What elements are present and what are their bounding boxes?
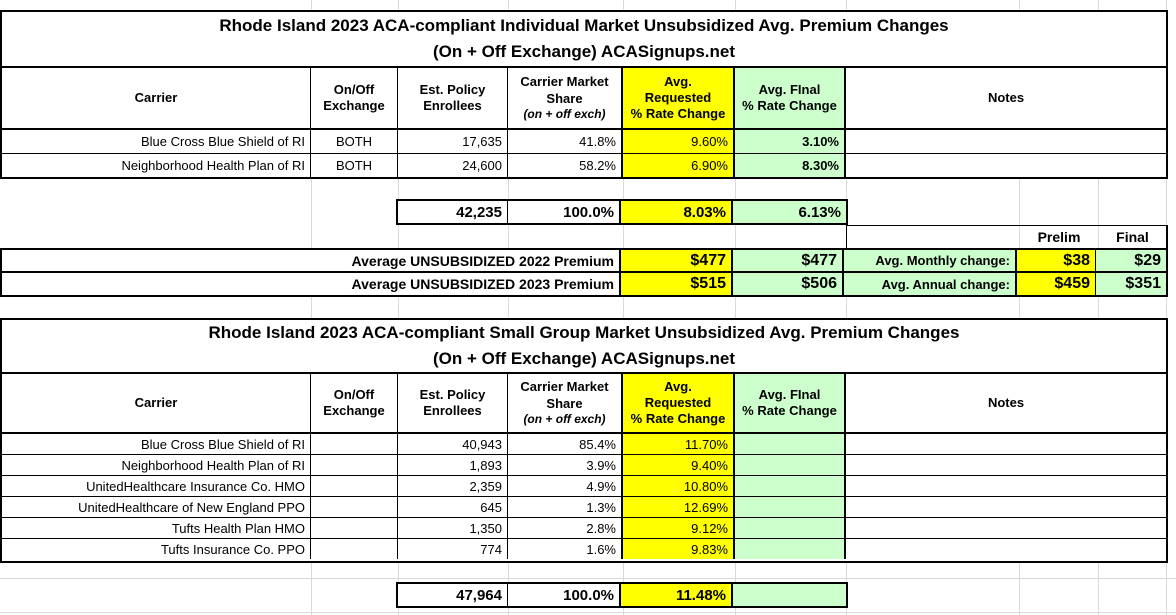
total-final-rate[interactable]	[733, 584, 846, 606]
cell-exchange[interactable]	[311, 497, 398, 517]
total-market-share[interactable]: 100.0%	[508, 584, 621, 606]
title-line-1: Rhode Island 2023 ACA-compliant Small Group Market Unsubsidized Avg. Premium Changes	[208, 322, 960, 342]
table-row	[2, 497, 1166, 518]
individual-total-row	[396, 199, 848, 225]
table-row	[2, 154, 1166, 177]
title-line-2: (On + Off Exchange) ACASignups.net	[432, 42, 736, 61]
header-enrollees[interactable]: Est. Policy Enrollees	[398, 374, 508, 432]
individual-market-table	[0, 10, 1168, 179]
premium-requested[interactable]: $515	[621, 273, 733, 295]
title-line-2: (On + Off Exchange) ACASignups.net	[432, 349, 736, 368]
prelim-column-header[interactable]: Prelim	[1019, 226, 1098, 248]
cell-carrier[interactable]: UnitedHealthcare of New England PPO	[2, 497, 311, 517]
cell-requested-rate[interactable]: 9.40%	[623, 455, 735, 475]
change-label[interactable]: Avg. Monthly change:	[844, 250, 1017, 271]
premium-label[interactable]: Average UNSUBSIDIZED 2022 Premium	[2, 250, 621, 271]
total-market-share[interactable]: 100.0%	[508, 201, 621, 223]
cell-exchange[interactable]	[311, 476, 398, 496]
table-row	[2, 455, 1166, 476]
cell-enrollees[interactable]: 774	[398, 539, 508, 559]
gridline	[0, 612, 1176, 613]
header-row	[2, 68, 1166, 130]
cell-notes[interactable]	[846, 130, 1166, 153]
cell-notes[interactable]	[846, 539, 1166, 559]
final-column-header[interactable]: Final	[1098, 226, 1166, 248]
premium-requested[interactable]: $477	[621, 250, 733, 271]
premium-final[interactable]: $477	[733, 250, 844, 271]
cell-enrollees[interactable]: 2,359	[398, 476, 508, 496]
cell-final-rate[interactable]	[735, 497, 846, 517]
header-requested-rate[interactable]: Avg. Requested % Rate Change	[623, 68, 735, 128]
cell-market-share[interactable]: 41.8%	[508, 130, 623, 153]
header-final-rate[interactable]: Avg. FInal % Rate Change	[735, 68, 846, 128]
small-group-market-table	[0, 318, 1168, 563]
header-exchange[interactable]: On/Off Exchange	[311, 68, 398, 128]
cell-enrollees[interactable]: 24,600	[398, 154, 508, 177]
premium-label[interactable]: Average UNSUBSIDIZED 2023 Premium	[2, 273, 621, 295]
cell-requested-rate[interactable]: 10.80%	[623, 476, 735, 496]
cell-notes[interactable]	[846, 455, 1166, 475]
header-notes[interactable]: Notes	[987, 394, 1025, 410]
cell-exchange[interactable]: BOTH	[311, 130, 398, 153]
premium-summary	[0, 248, 1168, 297]
change-final[interactable]: $29	[1096, 250, 1166, 271]
small-group-table-title[interactable]	[2, 320, 1166, 374]
cell-enrollees[interactable]: 645	[398, 497, 508, 517]
cell-carrier[interactable]: Tufts Health Plan HMO	[2, 518, 311, 538]
cell-enrollees[interactable]: 1,350	[398, 518, 508, 538]
cell-market-share[interactable]: 3.9%	[508, 455, 623, 475]
header-market-share[interactable]: Carrier Market Share (on + off exch)	[508, 374, 623, 432]
cell-requested-rate[interactable]: 11.70%	[623, 434, 735, 454]
cell-carrier[interactable]: UnitedHealthcare Insurance Co. HMO	[2, 476, 311, 496]
cell-exchange[interactable]	[311, 455, 398, 475]
cell-exchange[interactable]	[311, 518, 398, 538]
total-requested-rate[interactable]: 8.03%	[621, 201, 733, 223]
cell-exchange[interactable]	[311, 539, 398, 559]
change-final[interactable]: $351	[1096, 273, 1166, 295]
table-row	[2, 518, 1166, 539]
cell-final-rate[interactable]	[735, 455, 846, 475]
cell-market-share[interactable]: 1.6%	[508, 539, 623, 559]
total-enrollees[interactable]: 42,235	[398, 201, 508, 223]
table-row	[2, 539, 1166, 559]
cell-market-share[interactable]: 1.3%	[508, 497, 623, 517]
premium-row	[2, 250, 1166, 273]
header-carrier[interactable]: Carrier	[2, 68, 311, 128]
header-exchange[interactable]: On/Off Exchange	[311, 374, 398, 432]
cell-final-rate[interactable]	[735, 476, 846, 496]
cell-final-rate[interactable]: 3.10%	[735, 130, 846, 153]
title-line-1: Rhode Island 2023 ACA-compliant Individual Market Unsubsidized Avg. Premium Changes	[219, 15, 949, 35]
change-label[interactable]: Avg. Annual change:	[844, 273, 1017, 295]
small-group-total-row	[396, 582, 848, 608]
cell-requested-rate[interactable]: 9.83%	[623, 539, 735, 559]
header-row	[2, 374, 1166, 434]
cell-market-share[interactable]: 85.4%	[508, 434, 623, 454]
change-prelim[interactable]: $38	[1017, 250, 1096, 271]
total-requested-rate[interactable]: 11.48%	[621, 584, 733, 606]
cell-notes[interactable]	[846, 476, 1166, 496]
cell-enrollees[interactable]: 17,635	[398, 130, 508, 153]
cell-exchange[interactable]	[311, 434, 398, 454]
header-enrollees[interactable]: Est. Policy Enrollees	[398, 68, 508, 128]
cell-notes[interactable]	[846, 497, 1166, 517]
table-row	[2, 434, 1166, 455]
total-enrollees[interactable]: 47,964	[398, 584, 508, 606]
header-notes[interactable]: Notes	[987, 89, 1025, 105]
cell-market-share[interactable]: 58.2%	[508, 154, 623, 177]
table-row	[2, 130, 1166, 154]
cell-notes[interactable]	[846, 154, 1166, 177]
cell-carrier[interactable]: Blue Cross Blue Shield of RI	[2, 130, 311, 153]
header-requested-rate[interactable]: Avg. Requested % Rate Change	[623, 374, 735, 432]
cell-carrier[interactable]: Blue Cross Blue Shield of RI	[2, 434, 311, 454]
cell-enrollees[interactable]: 40,943	[398, 434, 508, 454]
cell-final-rate[interactable]	[735, 539, 846, 559]
cell-final-rate[interactable]	[735, 518, 846, 538]
gridline	[0, 578, 1176, 579]
total-final-rate[interactable]: 6.13%	[733, 201, 846, 223]
cell-requested-rate[interactable]: 6.90%	[623, 154, 735, 177]
cell-final-rate[interactable]: 8.30%	[735, 154, 846, 177]
header-market-share[interactable]: Carrier Market Share (on + off exch)	[508, 68, 623, 128]
cell-requested-rate[interactable]: 12.69%	[623, 497, 735, 517]
cell-carrier[interactable]: Tufts Insurance Co. PPO	[2, 539, 311, 559]
premium-final[interactable]: $506	[733, 273, 844, 295]
cell-enrollees[interactable]: 1,893	[398, 455, 508, 475]
cell-market-share[interactable]: 2.8%	[508, 518, 623, 538]
prelim-final-header-strip	[846, 225, 1168, 248]
cell-final-rate[interactable]	[735, 434, 846, 454]
cell-market-share[interactable]: 4.9%	[508, 476, 623, 496]
cell-notes[interactable]	[846, 434, 1166, 454]
cell-carrier[interactable]: Neighborhood Health Plan of RI	[2, 154, 311, 177]
premium-row	[2, 273, 1166, 295]
cell-requested-rate[interactable]: 9.12%	[623, 518, 735, 538]
individual-table-title[interactable]	[2, 12, 1166, 68]
cell-requested-rate[interactable]: 9.60%	[623, 130, 735, 153]
cell-notes[interactable]	[846, 518, 1166, 538]
header-final-rate[interactable]: Avg. FInal % Rate Change	[735, 374, 846, 432]
cell-carrier[interactable]: Neighborhood Health Plan of RI	[2, 455, 311, 475]
change-prelim[interactable]: $459	[1017, 273, 1096, 295]
table-row	[2, 476, 1166, 497]
header-carrier[interactable]: Carrier	[2, 374, 311, 432]
cell-exchange[interactable]: BOTH	[311, 154, 398, 177]
